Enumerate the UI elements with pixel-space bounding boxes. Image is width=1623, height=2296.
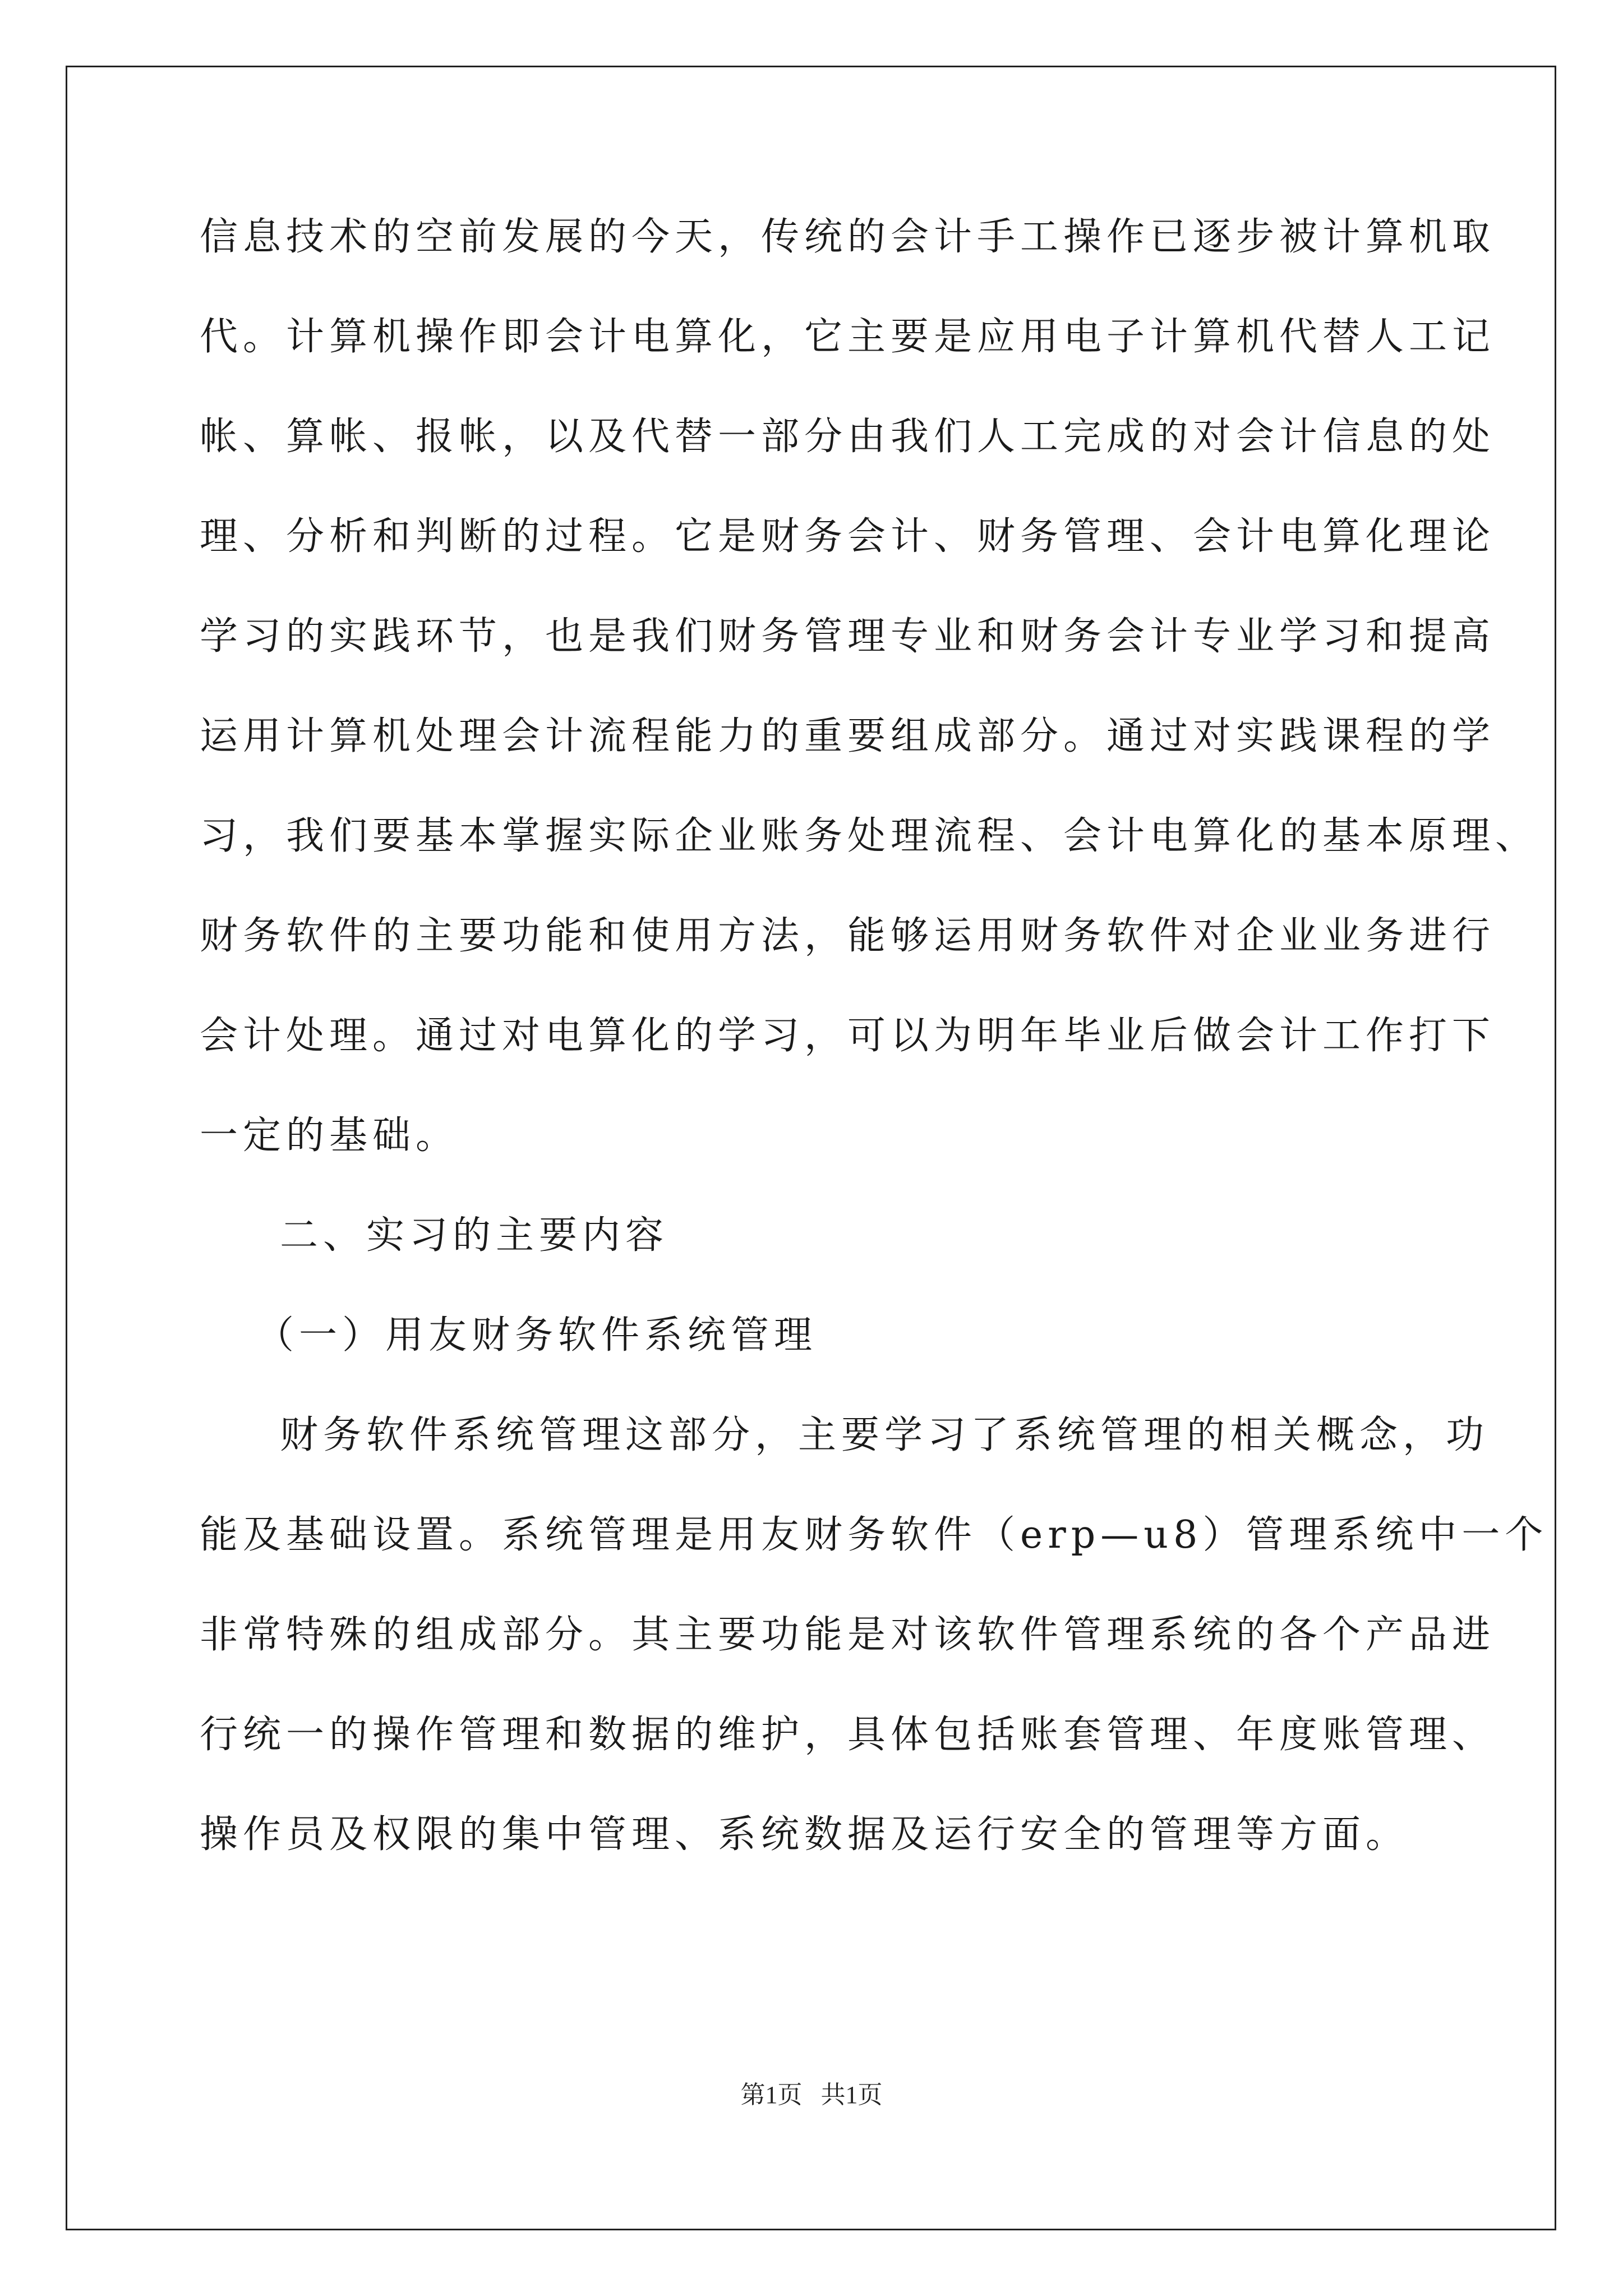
paragraph-line: 信息技术的空前发展的今天，传统的会计手工操作已逐步被计算机取 xyxy=(200,215,1496,259)
paragraph-line: 非常特殊的组成部分。其主要功能是对该软件管理系统的各个产品进 xyxy=(200,1613,1496,1657)
paragraph-line: 运用计算机处理会计流程能力的重要组成部分。通过对实践课程的学 xyxy=(200,714,1496,758)
paragraph-line: 会计处理。通过对电算化的学习，可以为明年毕业后做会计工作打下 xyxy=(200,1014,1496,1058)
paragraph-line: 行统一的操作管理和数据的维护，具体包括账套管理、年度账管理、 xyxy=(200,1713,1496,1757)
paragraph-line: 一定的基础。 xyxy=(200,1114,459,1158)
paragraph-line: 习，我们要基本掌握实际企业账务处理流程、会计电算化的基本原理、 xyxy=(200,814,1539,858)
paragraph-line: 操作员及权限的集中管理、系统数据及运行安全的管理等方面。 xyxy=(200,1812,1409,1857)
subsection-heading: （一）用友财务软件系统管理 xyxy=(256,1313,818,1358)
paragraph-line: 财务软件的主要功能和使用方法，能够运用财务软件对企业业务进行 xyxy=(200,914,1496,958)
paragraph-line: 财务软件系统管理这部分，主要学习了系统管理的相关概念，功 xyxy=(280,1413,1490,1457)
section-heading: 二、实习的主要内容 xyxy=(280,1213,669,1258)
paragraph-line: 能及基础设置。系统管理是用友财务软件（erp—u8）管理系统中一个 xyxy=(200,1513,1548,1557)
paragraph-line: 理、分析和判断的过程。它是财务会计、财务管理、会计电算化理论 xyxy=(200,514,1496,559)
page-number-footer: 第1页 共1页 xyxy=(740,2081,883,2109)
paragraph-line: 帐、算帐、报帐，以及代替一部分由我们人工完成的对会计信息的处 xyxy=(200,415,1496,459)
paragraph-line: 代。计算机操作即会计电算化，它主要是应用电子计算机代替人工记 xyxy=(200,315,1496,359)
paragraph-line: 学习的实践环节，也是我们财务管理专业和财务会计专业学习和提高 xyxy=(200,614,1496,659)
